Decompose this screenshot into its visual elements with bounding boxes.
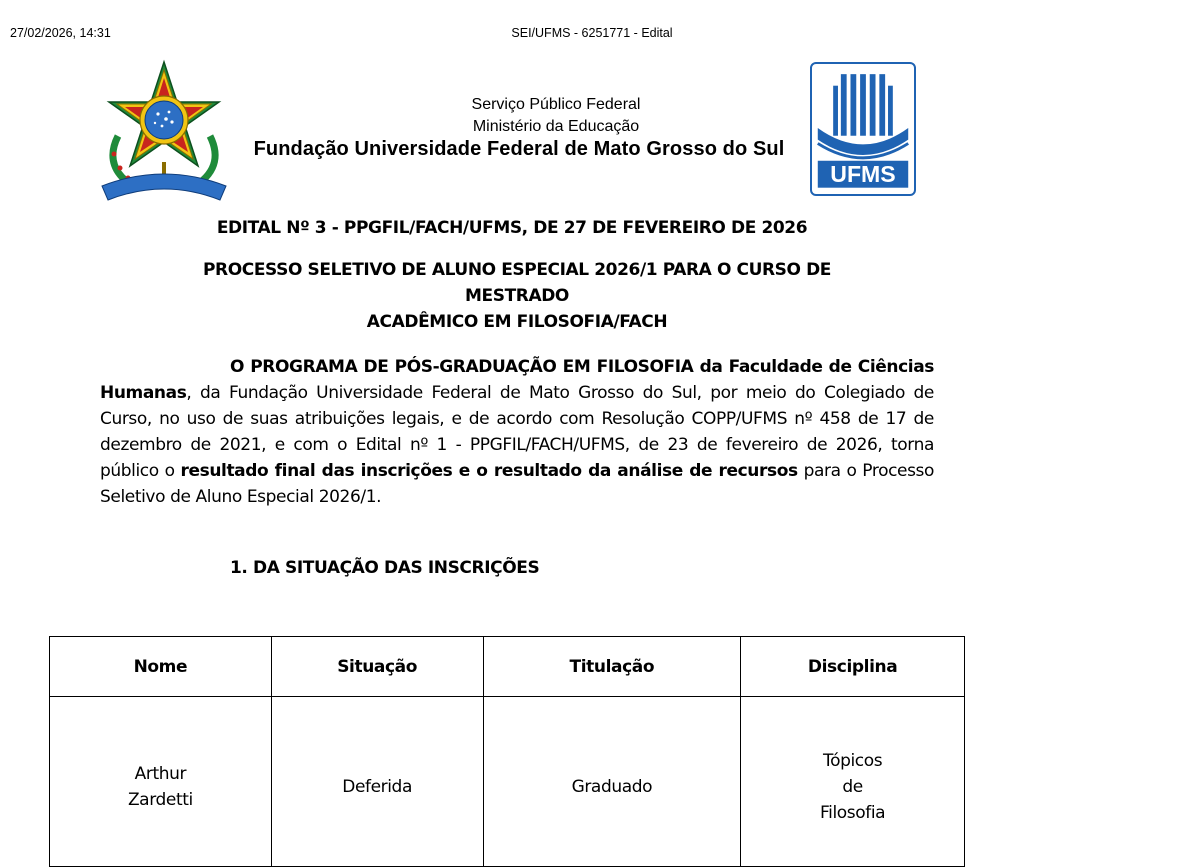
cell-nome [50, 697, 272, 867]
nome-line2: Zardetti [127, 789, 193, 810]
cell-situacao: Deferida [271, 697, 483, 867]
print-document-title: SEI/UFMS - 6251771 - Edital [511, 26, 673, 40]
disciplina-line3: Filosofia [820, 802, 886, 823]
print-header [0, 26, 1024, 42]
disciplina-line2: de [842, 776, 863, 797]
table-row [50, 697, 965, 867]
cell-disciplina [741, 697, 965, 867]
intro-result-phrase: resultado final das inscrições e o resultado da análise de recursos [180, 461, 798, 481]
edital-subtitle-line2: ACADÊMICO EM FILOSOFIA/FACH [366, 312, 668, 332]
institution-name: Fundação Universidade Federal de Mato Grosso do Sul [253, 138, 785, 160]
header-situacao: Situação [271, 637, 483, 697]
institution-service: Serviço Público Federal [471, 96, 641, 113]
edital-subtitle-line1: PROCESSO SELETIVO DE ALUNO ESPECIAL 2026/1 PARA O CURSO DE MESTRADO [202, 260, 832, 306]
inscriptions-table [49, 636, 965, 867]
cell-titulacao: Graduado [483, 697, 741, 867]
header-titulacao: Titulação [483, 637, 741, 697]
program-name: O PROGRAMA DE PÓS-GRADUAÇÃO EM FILOSOFIA da Faculdade de Ciências Humanas [100, 357, 934, 403]
intro-text-part1: , da Fundação Universidade Federal de Mato Grosso do Sul, por meio do Colegiado de Curso, no uso de suas atribuições legais, e de acordo com Resolução COPP/UFMS nº 458 de 17 de dezembro de 2021, e com o Edital nº 1 - PPGFIL/FACH/UFMS, de 23 de fevereiro de 2026, torna público o [100, 383, 934, 481]
section-1-heading: 1. DA SITUAÇÃO DAS INSCRIÇÕES [230, 558, 540, 578]
ufms-logo-text: UFMS [830, 160, 896, 187]
institution-header [236, 94, 802, 160]
nome-line1: Arthur [134, 763, 187, 784]
edital-title: EDITAL Nº 3 - PPGFIL/FACH/UFMS, DE 27 DE FEVEREIRO DE 2026 [216, 218, 808, 238]
edital-subtitle [150, 257, 884, 335]
institution-ministry: Ministério da Educação [472, 118, 640, 135]
header-nome: Nome [50, 637, 272, 697]
disciplina-line1: Tópicos [822, 750, 883, 771]
ufms-logo-icon [810, 62, 916, 196]
table-header-row [50, 637, 965, 697]
print-datetime: 27/02/2026, 14:31 [10, 26, 111, 40]
intro-text-part2: para o Processo Seletivo de Aluno Especial 2026/1. [100, 461, 934, 507]
header-disciplina: Disciplina [741, 637, 965, 697]
intro-paragraph [100, 354, 934, 510]
brasao-republica-icon [96, 58, 232, 206]
